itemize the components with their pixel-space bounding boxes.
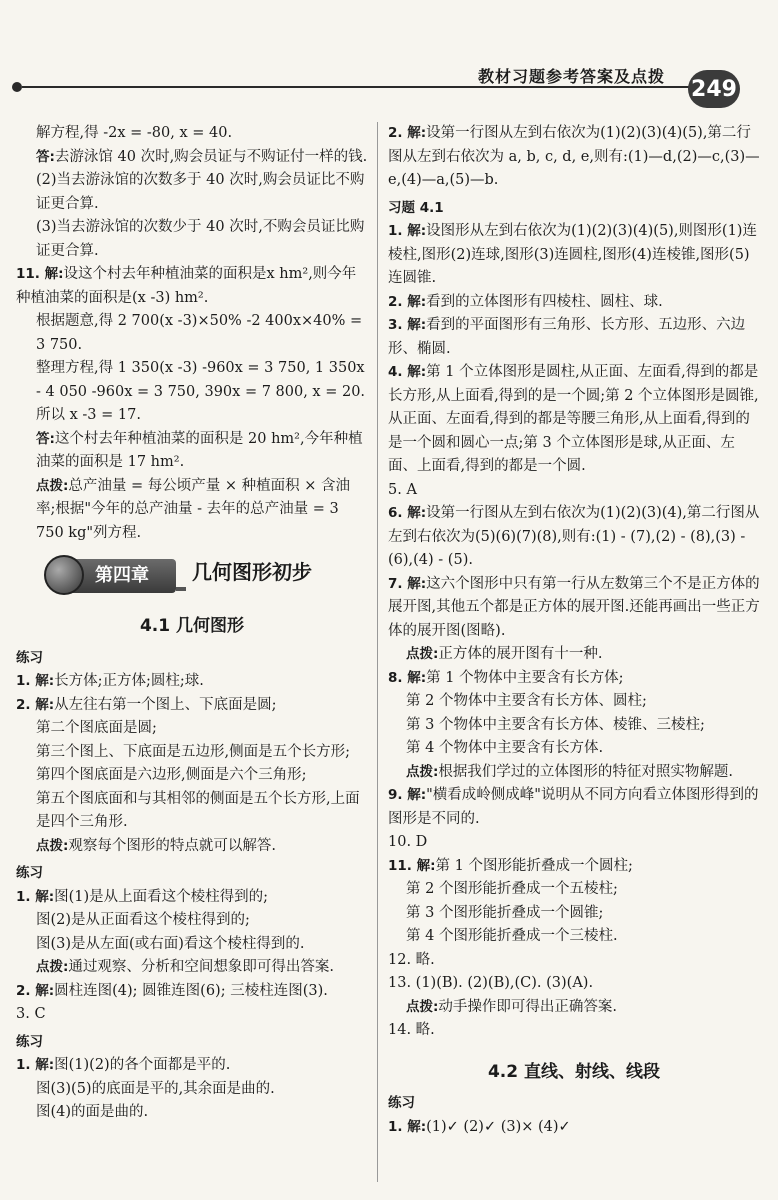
line-text: 设图形从左到右依次为(1)(2)(3)(4)(5),则图形(1)连棱柱,图形(2)连球,图形(3)连圆柱,图形(4)连棱锥,图形(5)连圆锥. [388, 223, 757, 286]
section-label [16, 862, 368, 886]
text-line [16, 475, 368, 546]
header-dot [12, 82, 22, 92]
line-text: 5. A [388, 481, 417, 498]
text-line [388, 220, 760, 291]
text-line [388, 361, 760, 479]
text-line [16, 122, 368, 146]
section-heading-4-1: 4.1 几何图形 [139, 616, 245, 636]
line-text: 整理方程,得 1 350(x -3) -960x = 3 750, 1 350x - 4 050 -960x = 3 750, 390x = 7 800, x = 20. 所以 x -3 = 17. [36, 360, 366, 423]
line-text: 第 2 个物体中主要含有长方体、圆柱; [406, 693, 647, 709]
answer-label: 11. 解: [388, 857, 436, 874]
answer-label: 答: [36, 148, 55, 165]
text-line [16, 169, 368, 216]
text-line [388, 314, 760, 361]
left-block-2 [16, 647, 368, 1125]
text-line [16, 357, 368, 428]
text-line [388, 784, 760, 831]
globe-icon [44, 555, 84, 595]
line-text: 设这个村去年种植油菜的面积是x hm²,则今年种植油菜的面积是(x -3) hm². [16, 266, 357, 306]
line-text: (2)当去游泳馆的次数多于 40 次时,购会员证比不购证更合算. [36, 172, 365, 212]
line-text: 图(2)是从正面看这个棱柱得到的; [36, 912, 250, 928]
column-divider [377, 122, 378, 1182]
line-text: 根据我们学过的立体图形的特征对照实物解题. [438, 763, 734, 780]
right-block-2 [388, 1092, 760, 1139]
text-line [16, 788, 368, 835]
line-text: 设第一行图从左到右依次为(1)(2)(3)(4)(5),第二行图从左到右依次为 a, b, c, d, e,则有:(1)—d,(2)—c,(3)—e,(4)—a,(5)—b. [388, 125, 760, 188]
text-line [388, 479, 760, 503]
text-line [16, 980, 368, 1004]
text-line [16, 933, 368, 957]
text-line [388, 1019, 760, 1043]
text-line [388, 1116, 760, 1140]
answer-label: 点拨: [36, 959, 69, 975]
text-line [16, 1101, 368, 1125]
text-line [16, 764, 368, 788]
chapter-banner [16, 557, 368, 601]
text-line [388, 690, 760, 714]
text-line [16, 956, 368, 980]
text-line [388, 996, 760, 1020]
answer-label: 点拨: [406, 998, 439, 1015]
header-title: 教材习题参考答案及点拨 [478, 67, 666, 86]
answer-label: 2. 解: [388, 293, 427, 310]
text-line [388, 291, 760, 315]
answer-label: 答: [36, 430, 55, 447]
text-line [16, 909, 368, 933]
section-label [16, 647, 368, 671]
line-text: 图(1)是从上面看这个棱柱得到的; [54, 888, 269, 905]
text-line [388, 667, 760, 691]
line-text: 看到的平面图形有三角形、长方形、五边形、六边形、椭圆. [388, 317, 746, 357]
line-text: 第 4 个图形能折叠成一个三棱柱. [406, 928, 618, 944]
section-label [388, 197, 760, 221]
text-line [388, 714, 760, 738]
answer-label: 2. 解: [16, 982, 55, 999]
text-line [388, 502, 760, 573]
text-line [16, 886, 368, 910]
answer-label: 8. 解: [388, 669, 427, 686]
text-line [16, 263, 368, 310]
text-line [388, 831, 760, 855]
line-text: 练习 [16, 649, 43, 666]
text-line [16, 1078, 368, 1102]
section-label [388, 1092, 760, 1116]
line-text: 12. 略. [388, 951, 435, 968]
line-text: 设第一行图从左到右依次为(1)(2)(3)(4),第二行图从左到右依次为(5)(6)(7)(8),则有:(1) - (7),(2) - (8),(3) - (6),(4) - (5). [388, 505, 760, 568]
text-line [388, 122, 760, 193]
answer-label: 11. 解: [16, 266, 64, 282]
line-text: 第 1 个图形能折叠成一个圆柱; [435, 857, 633, 874]
line-text: 练习 [16, 1033, 43, 1050]
answer-label: 3. 解: [388, 317, 427, 333]
text-line [16, 694, 368, 718]
text-line [388, 972, 760, 996]
line-text: 练习 [16, 865, 43, 881]
line-text: 看到的立体图形有四棱柱、圆柱、球. [426, 293, 663, 310]
answer-label: 点拨: [36, 837, 69, 854]
line-text: 图(3)(5)的底面是平的,其余面是曲的. [36, 1080, 275, 1097]
text-line [16, 1003, 368, 1027]
answer-label: 9. 解: [388, 787, 427, 803]
line-text: 图(4)的面是曲的. [36, 1104, 149, 1120]
line-text: 第 3 个图形能折叠成一个圆锥; [406, 904, 604, 921]
line-text: 第二个图底面是圆; [36, 720, 157, 736]
line-text: 总产油量 = 每公顷产量 × 种植面积 × 含油率;根据"今年的总产油量 - 去年的总产油量 = 3 750 kg"列方程. [36, 477, 351, 541]
line-text: 第四个图底面是六边形,侧面是六个三角形; [36, 767, 307, 783]
text-line [16, 216, 368, 263]
line-text: 根据题意,得 2 700(x -3)×50% -2 400x×40% = 3 750. [36, 313, 363, 353]
line-text: 14. 略. [388, 1022, 435, 1038]
line-text: 通过观察、分析和空间想象即可得出答案. [68, 959, 335, 975]
left-column [16, 122, 368, 1125]
line-text: 第 4 个物体中主要含有长方体. [406, 740, 604, 756]
chapter-underline [176, 587, 186, 591]
line-text: 3. C [16, 1006, 46, 1022]
line-text: (1)✓ (2)✓ (3)× (4)✓ [426, 1118, 571, 1135]
text-line [388, 761, 760, 785]
answer-label: 1. 解: [16, 1057, 55, 1073]
text-line [388, 737, 760, 761]
line-text: 这个村去年种植油菜的面积是 20 hm²,今年种植油菜的面积是 17 hm². [36, 430, 363, 470]
answer-label: 点拨: [36, 477, 69, 494]
answer-label: 点拨: [406, 763, 439, 780]
text-line [388, 643, 760, 667]
line-text: 圆柱连图(4); 圆锥连图(6); 三棱柱连图(3). [54, 982, 328, 999]
line-text: 这六个图形中只有第一行从左数第三个不是正方体的展开图,其他五个都是正方体的展开图.还能再画出一些正方体的展开图(图略). [388, 575, 760, 639]
line-text: 去游泳馆 40 次时,购会员证与不购证付一样的钱. [54, 148, 368, 165]
chapter-badge: 第四章 [54, 559, 176, 593]
text-line [388, 925, 760, 949]
line-text: 第 2 个图形能折叠成一个五棱柱; [406, 881, 618, 897]
page-number-badge: 249 [688, 70, 740, 108]
line-text: 正方体的展开图有十一种. [438, 646, 603, 662]
text-line [16, 310, 368, 357]
text-line [16, 428, 368, 475]
line-text: 第 3 个物体中主要含有长方体、棱锥、三棱柱; [406, 716, 705, 733]
answer-label: 2. 解: [16, 696, 55, 713]
section-label [16, 1031, 368, 1055]
line-text: 第 1 个物体中主要含有长方体; [426, 669, 624, 686]
text-line [16, 1054, 368, 1078]
line-text: 练习 [388, 1095, 415, 1111]
answer-label: 点拨: [406, 646, 439, 662]
line-text: "横看成岭侧成峰"说明从不同方向看立体图形得到的图形是不同的. [388, 787, 759, 827]
answer-label: 4. 解: [388, 364, 427, 380]
answer-label: 1. 解: [16, 888, 55, 905]
line-text: 第三个图上、下底面是五边形,侧面是五个长方形; [36, 743, 350, 760]
text-line [388, 878, 760, 902]
text-line [388, 855, 760, 879]
line-text: 图(1)(2)的各个面都是平的. [54, 1057, 231, 1073]
text-line [388, 949, 760, 973]
answer-label: 2. 解: [388, 125, 427, 141]
text-line [16, 835, 368, 859]
line-text: 观察每个图形的特点就可以解答. [68, 837, 277, 854]
answer-label: 1. 解: [388, 1118, 427, 1135]
line-text: 从左往右第一个图上、下底面是圆; [54, 696, 277, 713]
text-line [16, 670, 368, 694]
text-line [388, 573, 760, 644]
right-column [388, 122, 760, 1139]
text-line [16, 717, 368, 741]
line-text: 图(3)是从左面(或右面)看这个棱柱得到的. [36, 935, 305, 952]
line-text: 13. (1)(B). (2)(B),(C). (3)(A). [388, 975, 594, 991]
chapter-title: 几何图形初步 [192, 560, 312, 584]
left-block-1 [16, 122, 368, 545]
section-heading-4-2: 4.2 直线、射线、线段 [487, 1061, 661, 1082]
line-text: 解方程,得 -2x = -80, x = 40. [36, 125, 233, 141]
answer-label: 7. 解: [388, 575, 427, 592]
answer-label: 6. 解: [388, 505, 427, 521]
line-text: 10. D [388, 834, 428, 850]
text-line [388, 902, 760, 926]
line-text: 第五个图底面和与其相邻的侧面是五个长方形,上面是四个三角形. [36, 790, 360, 830]
right-block-1 [388, 122, 760, 1043]
line-text: 第 1 个立体图形是圆柱,从正面、左面看,得到的都是长方形,从上面看,得到的是一个圆;第 2 个立体图形是圆锥,从正面、左面看,得到的都是等腰三角形,从上面看,得到的是一个圆和圆心一点;第 3 个立体图形是球,从正面、左面、上面看,得到的都是一个圆. [388, 364, 759, 474]
answer-label: 1. 解: [16, 673, 55, 689]
line-text: (3)当去游泳馆的次数少于 40 次时,不购会员证比购证更合算. [36, 219, 365, 259]
line-text: 习题 4.1 [388, 199, 444, 216]
text-line [16, 741, 368, 765]
line-text: 长方体;正方体;圆柱;球. [54, 673, 204, 689]
text-line [16, 146, 368, 170]
answer-label: 1. 解: [388, 223, 427, 239]
line-text: 动手操作即可得出正确答案. [438, 998, 618, 1015]
